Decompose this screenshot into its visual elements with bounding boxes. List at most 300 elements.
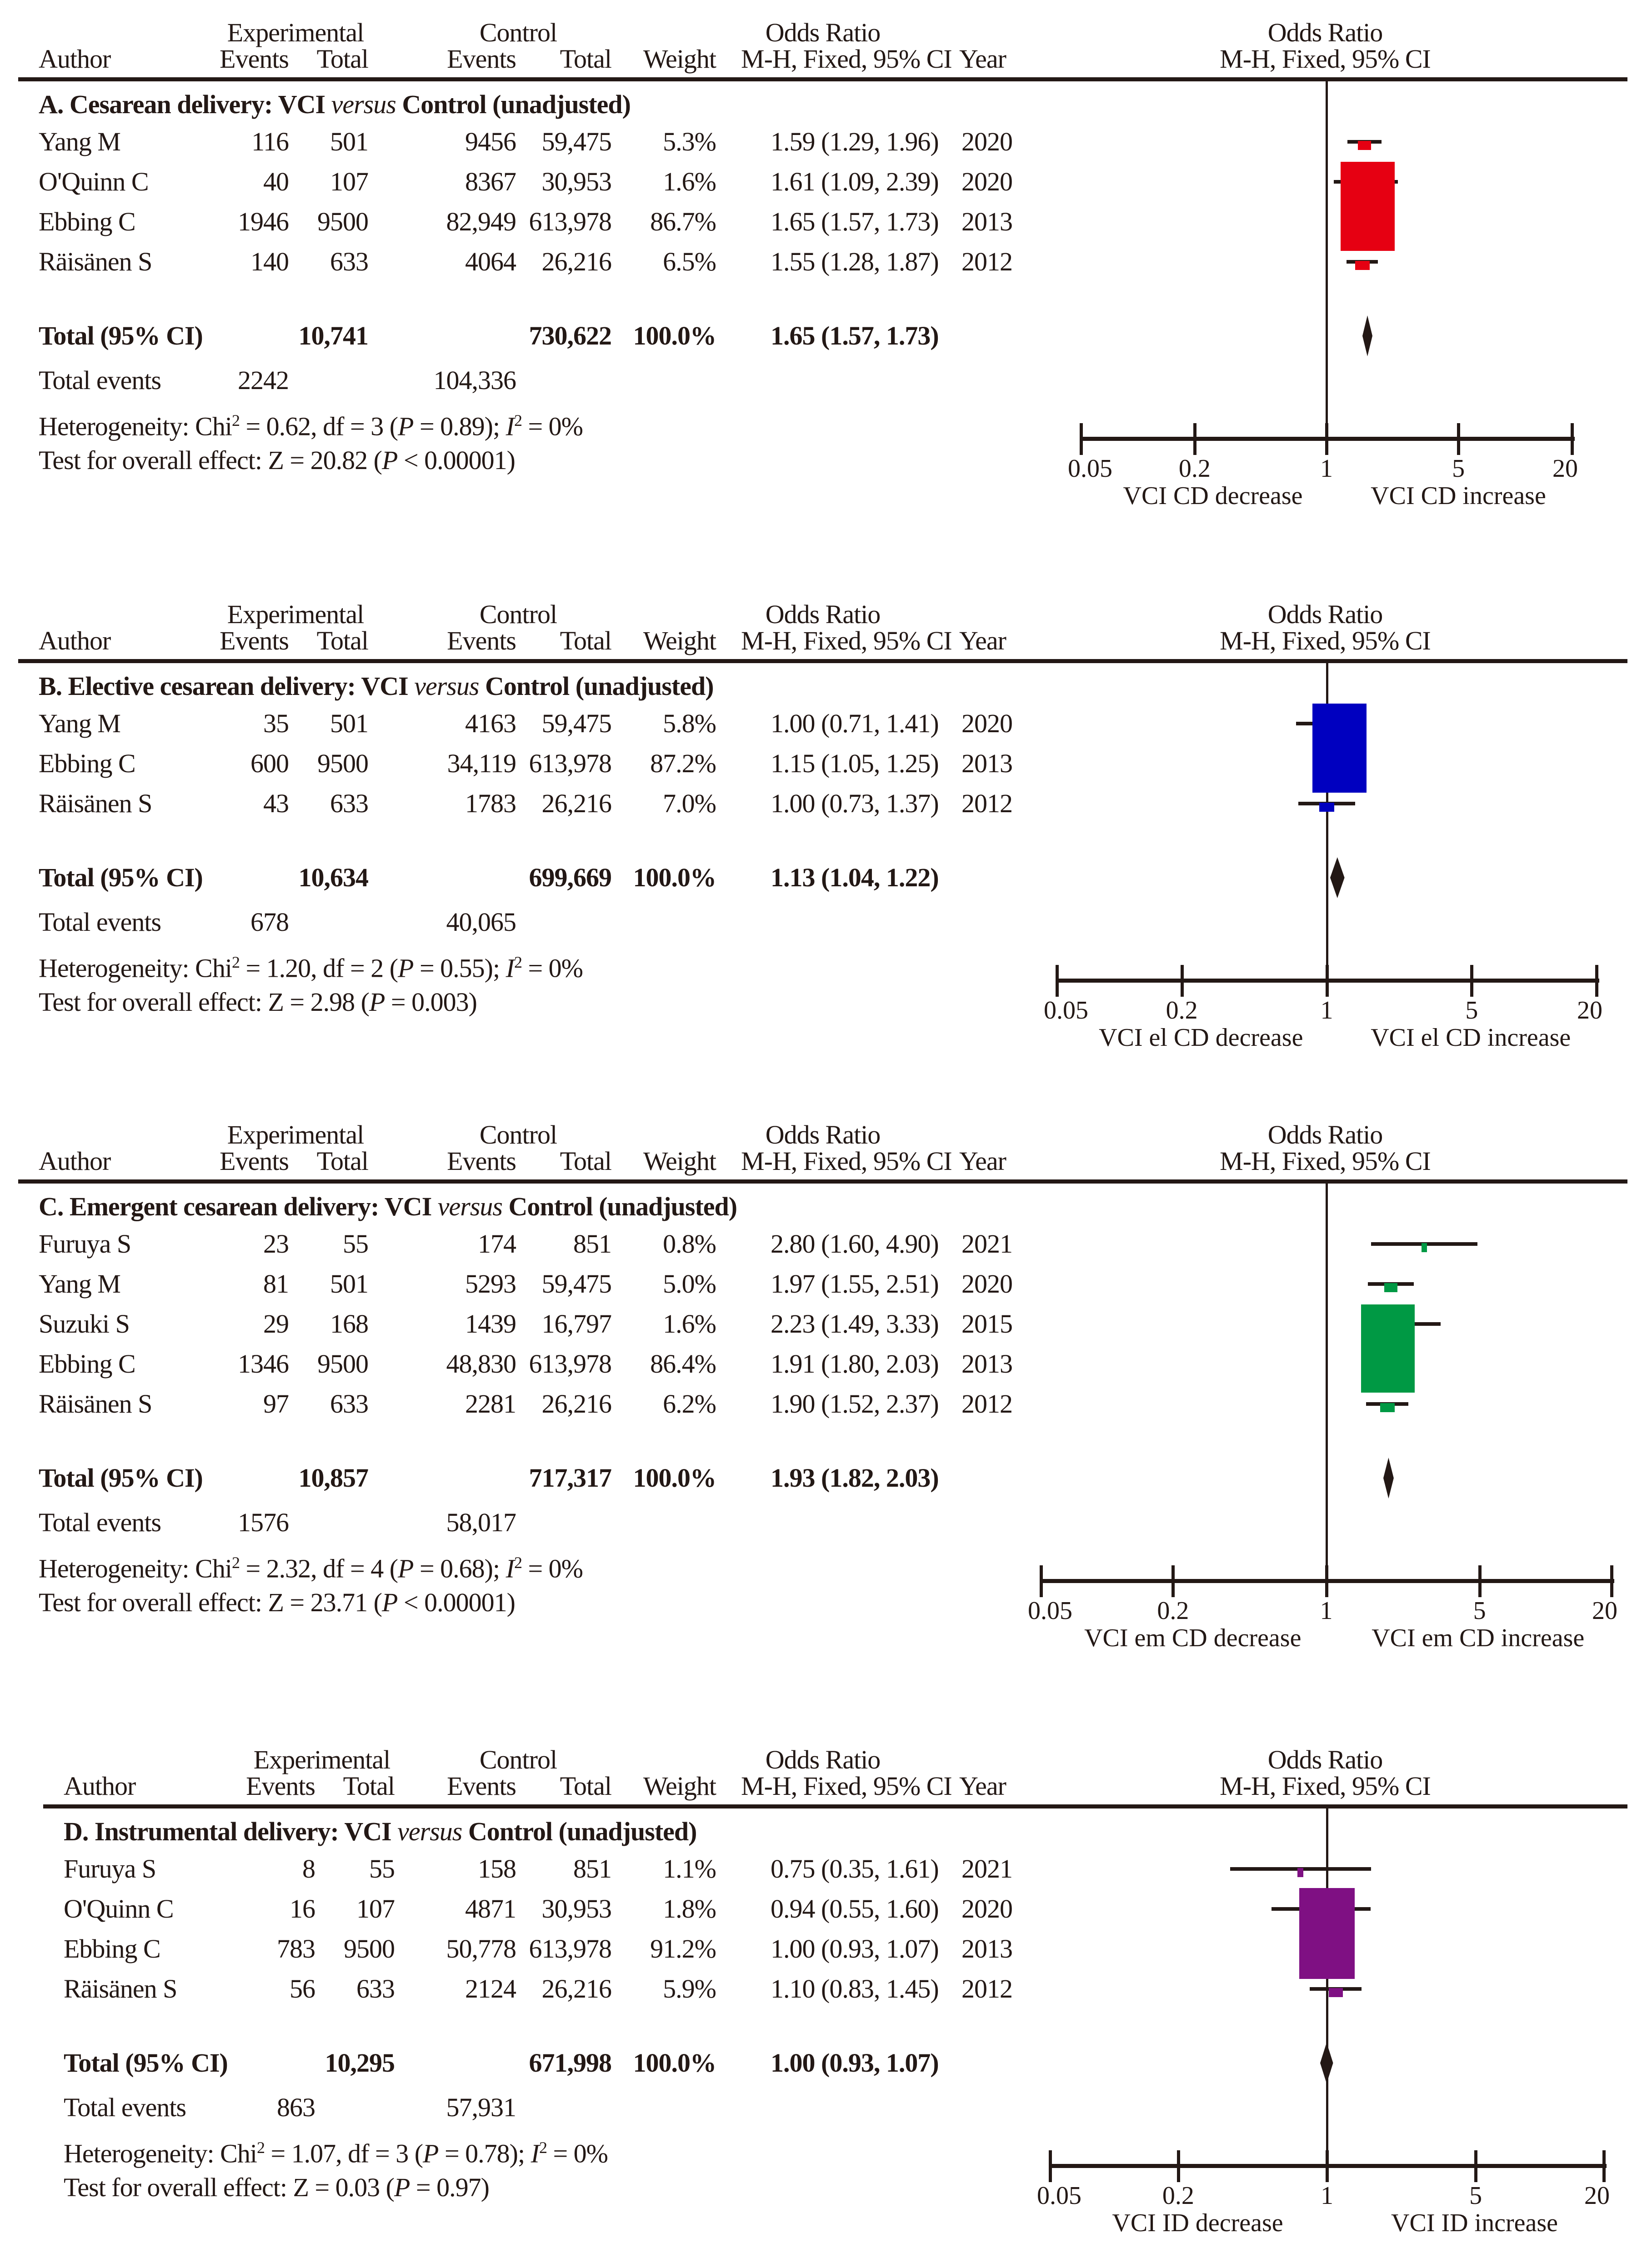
- study-weight: 1.6%: [663, 167, 716, 196]
- plot-method-header: M-H, Fixed, 95% CI: [1220, 1146, 1431, 1176]
- heterogeneity-text: [64, 2133, 608, 2168]
- study-year: 2013: [961, 1934, 1012, 1963]
- study-year: 2012: [961, 1389, 1012, 1419]
- exp-total: 9500: [317, 207, 368, 236]
- het-i2: 0%: [548, 1554, 583, 1584]
- heterogeneity-text: [39, 1548, 583, 1583]
- x-axis-tick: [1610, 1565, 1613, 1597]
- oe-p-label: P: [381, 445, 398, 475]
- ctl-events: 158: [478, 1854, 516, 1883]
- study-author: Räisänen S: [39, 1389, 152, 1419]
- het-df: 4: [370, 1554, 384, 1584]
- study-weight-marker: [1341, 162, 1395, 250]
- x-axis-tick-label: 20: [1552, 455, 1578, 483]
- total-exp-total: 10,857: [298, 1463, 368, 1493]
- oe-p-space: [397, 445, 404, 475]
- study-weight: 6.2%: [663, 1389, 716, 1419]
- exp-total: 501: [330, 1269, 368, 1299]
- het-i-sup: 2: [514, 1554, 522, 1572]
- ctl-total: 613,978: [529, 749, 611, 778]
- overall-effect-text: [39, 1588, 515, 1617]
- x-axis-tick: [1325, 1565, 1328, 1597]
- total-events-ctl: 40,065: [446, 907, 516, 937]
- het-df-label: , df =: [335, 2138, 396, 2168]
- exp-events: 40: [263, 167, 289, 196]
- exp-events: 43: [263, 789, 289, 818]
- control-header: Control: [479, 18, 557, 47]
- favours-decrease-label: VCI ID decrease: [1112, 2209, 1283, 2237]
- total-weight: 100.0%: [633, 863, 716, 892]
- method-header: M-H, Fixed, 95% CI: [741, 44, 952, 74]
- total-odds-ratio: 1.00 (0.93, 1.07): [771, 2048, 939, 2078]
- x-axis-tick: [1177, 2150, 1180, 2182]
- study-weight-marker: [1299, 1888, 1355, 1979]
- exp-total: 633: [330, 789, 368, 818]
- method-header: M-H, Fixed, 95% CI: [741, 1146, 952, 1176]
- study-author: Räisänen S: [39, 789, 152, 818]
- het-sup: 2: [231, 1554, 240, 1572]
- exp-total: 107: [356, 1894, 395, 1923]
- weight-header: Weight: [643, 1771, 716, 1801]
- het-i-sup: 2: [514, 953, 522, 971]
- subgroup-title: [39, 1192, 737, 1221]
- study-odds-ratio: 1.00 (0.93, 1.07): [771, 1934, 939, 1963]
- het-chi2: 0.62: [266, 411, 311, 441]
- het-i-label: I: [531, 2138, 539, 2168]
- oe-close: ): [506, 445, 515, 475]
- plot-odds-ratio-header: Odds Ratio: [1267, 599, 1383, 629]
- total-events-label: Total events: [39, 907, 161, 937]
- odds-ratio-header: Odds Ratio: [765, 599, 881, 629]
- het-p: 0.89: [440, 411, 485, 441]
- study-weight-marker: [1297, 1868, 1303, 1877]
- study-weight: 6.5%: [663, 247, 716, 276]
- study-year: 2012: [961, 247, 1012, 276]
- ctl-total: 26,216: [541, 1974, 611, 2003]
- total-odds-ratio: 1.93 (1.82, 2.03): [771, 1463, 939, 1493]
- het-chi2: 1.07: [291, 2138, 336, 2168]
- het-open: (: [383, 953, 398, 983]
- oe-z: 20.82: [310, 445, 368, 475]
- x-axis-tick-label: 0.05: [1044, 996, 1088, 1024]
- het-sup: 2: [231, 411, 240, 430]
- exp-events: 8: [302, 1854, 315, 1883]
- het-open: (: [383, 411, 398, 441]
- x-axis-tick-label: 0.2: [1162, 2182, 1194, 2210]
- ctl-events-header: Events: [447, 626, 516, 655]
- oe-z: 0.03: [335, 2173, 380, 2202]
- study-weight-marker: [1361, 1304, 1415, 1393]
- exp-total-header: Total: [343, 1771, 395, 1801]
- pooled-estimate-diamond: [1329, 857, 1346, 898]
- total-events-exp: 2242: [238, 365, 289, 395]
- total-events-exp: 863: [277, 2093, 315, 2122]
- panel-a: [0, 18, 1647, 541]
- author-header: Author: [39, 44, 111, 74]
- exp-events-header: Events: [220, 626, 289, 655]
- subgroup-title-prefix: D. Instrumental delivery: VCI: [64, 1817, 398, 1846]
- subgroup-title-prefix: C. Emergent cesarean delivery: VCI: [39, 1192, 438, 1221]
- exp-events: 29: [263, 1309, 289, 1339]
- total-odds-ratio: 1.13 (1.04, 1.22): [771, 863, 939, 892]
- header-rule: [18, 1179, 1627, 1184]
- ctl-total: 59,475: [541, 709, 611, 738]
- study-odds-ratio: 2.23 (1.49, 3.33): [771, 1309, 939, 1339]
- ctl-events: 9456: [465, 127, 516, 156]
- study-author: Furuya S: [64, 1854, 156, 1883]
- het-prefix: Heterogeneity: Chi: [39, 953, 232, 983]
- x-axis-tick: [1193, 423, 1196, 455]
- subgroup-title-versus: versus: [437, 1192, 502, 1221]
- het-eq: =: [264, 2138, 291, 2168]
- study-odds-ratio: 1.10 (0.83, 1.45): [771, 1974, 939, 2003]
- total-ci-label: Total (95% CI): [64, 2048, 228, 2078]
- total-ctl-total: 730,622: [529, 321, 611, 350]
- total-ci-label: Total (95% CI): [39, 863, 203, 892]
- ctl-total: 26,216: [541, 789, 611, 818]
- null-effect-line: [1326, 1179, 1328, 1581]
- het-i-label: I: [506, 411, 514, 441]
- study-weight: 5.8%: [663, 709, 716, 738]
- exp-total: 501: [330, 127, 368, 156]
- study-weight-marker: [1358, 141, 1371, 150]
- oe-p-label: P: [381, 1588, 398, 1617]
- experimental-header: Experimental: [227, 18, 364, 47]
- het-p: 0.68: [440, 1554, 485, 1584]
- x-axis-tick: [1326, 2150, 1329, 2182]
- author-header: Author: [64, 1771, 136, 1801]
- weight-header: Weight: [643, 44, 716, 74]
- total-events-exp: 1576: [238, 1508, 289, 1537]
- exp-events: 116: [251, 127, 289, 156]
- panel-c: [0, 1120, 1647, 1652]
- study-weight-marker: [1319, 803, 1335, 812]
- study-weight: 91.2%: [650, 1934, 716, 1963]
- oe-p: = 0.97: [416, 2173, 481, 2202]
- x-axis-tick-label: 0.05: [1068, 455, 1112, 483]
- ctl-total: 613,978: [529, 207, 611, 236]
- ctl-total: 26,216: [541, 1389, 611, 1419]
- ctl-events-header: Events: [447, 1771, 516, 1801]
- pooled-estimate-diamond: [1382, 1458, 1395, 1499]
- study-weight: 86.7%: [650, 207, 716, 236]
- ctl-events: 1439: [465, 1309, 516, 1339]
- het-eq: =: [239, 411, 266, 441]
- ctl-total: 851: [573, 1229, 611, 1259]
- het-i2: 0%: [573, 2138, 608, 2168]
- pooled-estimate-diamond: [1362, 315, 1373, 356]
- x-axis-tick-label: 5: [1452, 455, 1465, 483]
- plot-odds-ratio-header: Odds Ratio: [1267, 1120, 1383, 1149]
- overall-effect-text: [64, 2173, 489, 2202]
- het-p-eq: =: [413, 1554, 441, 1584]
- overall-effect-text: [39, 446, 515, 475]
- x-axis-tick: [1171, 1565, 1175, 1597]
- plot-method-header: M-H, Fixed, 95% CI: [1220, 626, 1431, 655]
- study-odds-ratio: 1.15 (1.05, 1.25): [771, 749, 939, 778]
- het-close: );: [484, 1554, 506, 1584]
- oe-open: (: [355, 987, 369, 1017]
- het-sup: 2: [231, 953, 240, 971]
- study-weight: 7.0%: [663, 789, 716, 818]
- oe-prefix: Test for overall effect: Z =: [64, 2173, 335, 2202]
- author-header: Author: [39, 626, 111, 655]
- oe-open: (: [380, 2173, 394, 2202]
- het-prefix: Heterogeneity: Chi: [39, 1554, 232, 1584]
- subgroup-title-suffix: Control (unadjusted): [502, 1192, 737, 1221]
- panel-b: [0, 600, 1647, 1123]
- study-odds-ratio: 0.94 (0.55, 1.60): [771, 1894, 939, 1923]
- ctl-total: 613,978: [529, 1349, 611, 1379]
- study-author: Furuya S: [39, 1229, 131, 1259]
- study-author: Yang M: [39, 709, 120, 738]
- het-df-label: , df =: [310, 1554, 371, 1584]
- x-axis-tick: [1571, 423, 1574, 455]
- het-close: );: [509, 2138, 531, 2168]
- subgroup-title-suffix: Control (unadjusted): [395, 90, 631, 119]
- exp-events: 35: [263, 709, 289, 738]
- experimental-header: Experimental: [227, 599, 364, 629]
- exp-events-header: Events: [246, 1771, 315, 1801]
- oe-p-space: [410, 2173, 416, 2202]
- exp-total-header: Total: [316, 44, 368, 74]
- total-ctl-total: 717,317: [529, 1463, 611, 1493]
- study-odds-ratio: 1.65 (1.57, 1.73): [771, 207, 939, 236]
- ctl-events: 50,778: [446, 1934, 516, 1963]
- exp-events: 16: [290, 1894, 315, 1923]
- study-weight: 5.3%: [663, 127, 716, 156]
- plot-method-header: M-H, Fixed, 95% CI: [1220, 44, 1431, 74]
- x-axis-tick-label: 20: [1584, 2182, 1610, 2210]
- exp-total: 107: [330, 167, 368, 196]
- year-header: Year: [959, 44, 1006, 74]
- plot-odds-ratio-header: Odds Ratio: [1267, 1745, 1383, 1774]
- het-p-label: P: [398, 411, 414, 441]
- study-author: Yang M: [39, 1269, 120, 1299]
- oe-open: (: [367, 445, 382, 475]
- favours-decrease-label: VCI em CD decrease: [1084, 1624, 1302, 1652]
- ctl-total: 613,978: [529, 1934, 611, 1963]
- study-odds-ratio: 1.97 (1.55, 2.51): [771, 1269, 939, 1299]
- x-axis-tick: [1181, 965, 1184, 997]
- x-axis-tick: [1457, 423, 1460, 455]
- het-i-label: I: [506, 953, 514, 983]
- plot-method-header: M-H, Fixed, 95% CI: [1220, 1771, 1431, 1801]
- total-exp-total: 10,634: [298, 863, 368, 892]
- x-axis-tick-label: 20: [1592, 1597, 1617, 1625]
- total-ci-label: Total (95% CI): [39, 321, 203, 350]
- ctl-events: 2124: [465, 1974, 516, 2003]
- exp-total: 55: [343, 1229, 368, 1259]
- study-author: O'Quinn C: [64, 1894, 174, 1923]
- subgroup-title-prefix: B. Elective cesarean delivery: VCI: [39, 671, 415, 701]
- exp-total: 168: [330, 1309, 368, 1339]
- x-axis-tick: [1326, 965, 1329, 997]
- heterogeneity-text: [39, 948, 583, 983]
- ctl-events: 5293: [465, 1269, 516, 1299]
- study-year: 2013: [961, 749, 1012, 778]
- study-author: Ebbing C: [64, 1934, 160, 1963]
- study-author: Ebbing C: [39, 1349, 135, 1379]
- het-df: 3: [370, 411, 384, 441]
- study-odds-ratio: 1.00 (0.71, 1.41): [771, 709, 939, 738]
- het-df-label: , df =: [310, 953, 371, 983]
- het-p-eq: =: [413, 953, 441, 983]
- study-author: Räisänen S: [64, 1974, 177, 2003]
- exp-total: 633: [330, 247, 368, 276]
- study-weight: 86.4%: [650, 1349, 716, 1379]
- study-weight: 1.1%: [663, 1854, 716, 1883]
- oe-prefix: Test for overall effect: Z =: [39, 1588, 310, 1617]
- ctl-total: 30,953: [541, 167, 611, 196]
- ctl-total: 30,953: [541, 1894, 611, 1923]
- study-weight-marker: [1355, 261, 1370, 270]
- ctl-events: 1783: [465, 789, 516, 818]
- total-ctl-total: 671,998: [529, 2048, 611, 2078]
- x-axis-tick: [1478, 1565, 1482, 1597]
- x-axis-tick-label: 5: [1469, 2182, 1482, 2210]
- exp-total-header: Total: [316, 1146, 368, 1176]
- oe-close: ): [506, 1588, 515, 1617]
- ctl-events: 48,830: [446, 1349, 516, 1379]
- study-author: Yang M: [39, 127, 120, 156]
- x-axis-tick: [1080, 423, 1083, 455]
- x-axis-tick-label: 20: [1577, 996, 1602, 1024]
- study-year: 2013: [961, 1349, 1012, 1379]
- panel-d: [0, 1745, 1647, 2268]
- study-odds-ratio: 0.75 (0.35, 1.61): [771, 1854, 939, 1883]
- study-year: 2015: [961, 1309, 1012, 1339]
- subgroup-title-prefix: A. Cesarean delivery: VCI: [39, 90, 331, 119]
- study-odds-ratio: 2.80 (1.60, 4.90): [771, 1229, 939, 1259]
- het-i2: 0%: [548, 411, 583, 441]
- oe-p-space: [385, 987, 391, 1017]
- study-weight: 87.2%: [650, 749, 716, 778]
- exp-events: 140: [250, 247, 289, 276]
- x-axis-tick: [1040, 1565, 1043, 1597]
- ctl-total: 16,797: [541, 1309, 611, 1339]
- oe-p-space: [397, 1588, 404, 1617]
- study-odds-ratio: 1.61 (1.09, 2.39): [771, 167, 939, 196]
- het-close: );: [484, 411, 506, 441]
- x-axis-tick: [1595, 965, 1598, 997]
- het-sup: 2: [256, 2138, 265, 2157]
- study-year: 2020: [961, 127, 1012, 156]
- oe-close: ): [468, 987, 477, 1017]
- total-exp-total: 10,295: [325, 2048, 395, 2078]
- het-p: 0.55: [440, 953, 485, 983]
- het-i-eq: =: [521, 411, 549, 441]
- study-year: 2021: [961, 1854, 1012, 1883]
- exp-events: 97: [263, 1389, 289, 1419]
- study-weight-marker: [1329, 1988, 1343, 1997]
- ctl-events-header: Events: [447, 44, 516, 74]
- het-i2: 0%: [548, 953, 583, 983]
- study-year: 2020: [961, 709, 1012, 738]
- het-close: );: [484, 953, 506, 983]
- x-axis-tick: [1056, 965, 1059, 997]
- x-axis-tick-label: 1: [1320, 996, 1333, 1024]
- favours-decrease-label: VCI el CD decrease: [1099, 1024, 1303, 1052]
- ctl-events-header: Events: [447, 1146, 516, 1176]
- weight-header: Weight: [643, 1146, 716, 1176]
- study-weight: 1.6%: [663, 1309, 716, 1339]
- het-p-label: P: [398, 1554, 414, 1584]
- study-weight: 5.9%: [663, 1974, 716, 2003]
- year-header: Year: [959, 1771, 1006, 1801]
- study-year: 2020: [961, 1269, 1012, 1299]
- ctl-events: 4871: [465, 1894, 516, 1923]
- study-author: Suzuki S: [39, 1309, 130, 1339]
- subgroup-title-versus: versus: [331, 90, 396, 119]
- oe-p-label: P: [369, 987, 385, 1017]
- exp-total: 633: [356, 1974, 395, 2003]
- study-weight: 5.0%: [663, 1269, 716, 1299]
- exp-events: 81: [263, 1269, 289, 1299]
- het-p-label: P: [398, 953, 414, 983]
- study-author: Ebbing C: [39, 207, 135, 236]
- het-open: (: [383, 1554, 398, 1584]
- x-axis-tick-label: 5: [1473, 1597, 1486, 1625]
- year-header: Year: [959, 1146, 1006, 1176]
- study-year: 2020: [961, 1894, 1012, 1923]
- x-axis-tick-label: 1: [1321, 2182, 1333, 2210]
- total-events-label: Total events: [39, 1508, 161, 1537]
- study-author: O'Quinn C: [39, 167, 149, 196]
- x-axis-tick-label: 0.05: [1028, 1597, 1072, 1625]
- exp-events: 1346: [238, 1349, 289, 1379]
- het-chi2: 2.32: [266, 1554, 311, 1584]
- study-odds-ratio: 1.59 (1.29, 1.96): [771, 127, 939, 156]
- x-axis-tick: [1049, 2150, 1052, 2182]
- het-p-eq: =: [413, 411, 441, 441]
- total-exp-total: 10,741: [298, 321, 368, 350]
- header-rule: [43, 1804, 1627, 1808]
- control-header: Control: [479, 1745, 557, 1774]
- null-effect-line: [1326, 1804, 1328, 2166]
- ctl-total-header: Total: [560, 44, 611, 74]
- oe-p: < 0.00001: [403, 445, 507, 475]
- x-axis-tick-label: 1: [1320, 455, 1333, 483]
- ctl-events: 34,119: [447, 749, 516, 778]
- subgroup-title-suffix: Control (unadjusted): [479, 671, 714, 701]
- ctl-total: 851: [573, 1854, 611, 1883]
- het-df-label: , df =: [310, 411, 371, 441]
- exp-events: 600: [250, 749, 289, 778]
- exp-total: 501: [330, 709, 368, 738]
- exp-events: 783: [277, 1934, 315, 1963]
- favours-increase-label: VCI el CD increase: [1371, 1024, 1571, 1052]
- study-odds-ratio: 1.55 (1.28, 1.87): [771, 247, 939, 276]
- study-odds-ratio: 1.00 (0.73, 1.37): [771, 789, 939, 818]
- total-events-exp: 678: [250, 907, 289, 937]
- x-axis-tick: [1602, 2150, 1606, 2182]
- het-p: 0.78: [465, 2138, 510, 2168]
- exp-events-header: Events: [220, 44, 289, 74]
- het-i-eq: =: [521, 1554, 549, 1584]
- het-prefix: Heterogeneity: Chi: [39, 411, 232, 441]
- study-weight-marker: [1384, 1283, 1397, 1292]
- plot-odds-ratio-header: Odds Ratio: [1267, 18, 1383, 47]
- experimental-header: Experimental: [227, 1120, 364, 1149]
- ctl-total: 59,475: [541, 127, 611, 156]
- study-weight: 0.8%: [663, 1229, 716, 1259]
- het-i-label: I: [506, 1554, 514, 1584]
- study-author: Räisänen S: [39, 247, 152, 276]
- subgroup-title-versus: versus: [397, 1817, 462, 1846]
- het-i-sup: 2: [539, 2138, 547, 2157]
- exp-events-header: Events: [220, 1146, 289, 1176]
